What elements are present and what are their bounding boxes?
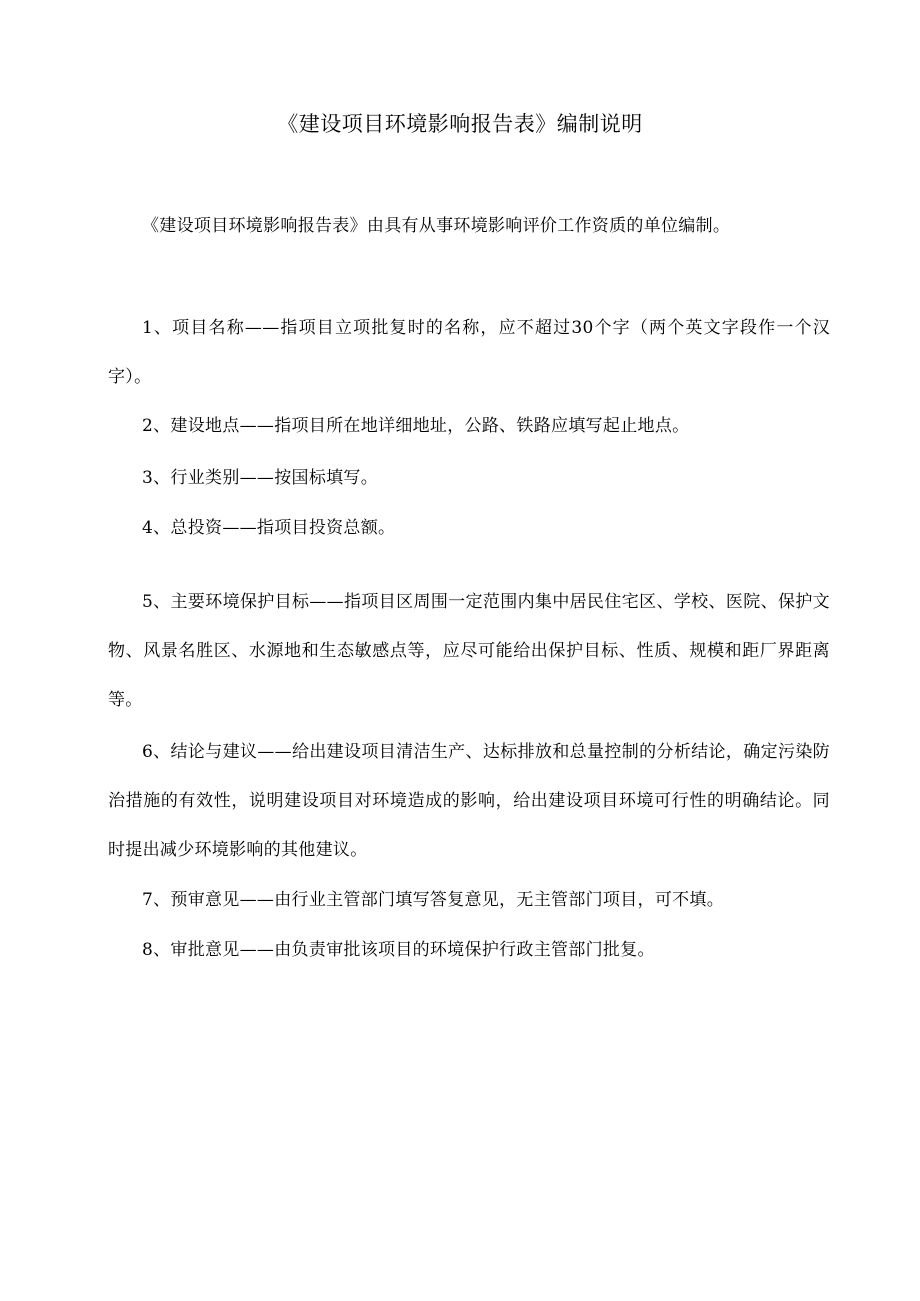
item-industry-category: 3、行业类别——按国标填写。	[142, 468, 379, 488]
item-protection-targets: 5、主要环境保护目标——指项目区周围一定范围内集中居民住宅区、学校、医院、保护文物、风景名胜区、水源地和生态敏感点等，应尽可能给出保护目标、性质、规模和距厂界距离等。	[108, 592, 830, 710]
item-approval: 8、审批意见——由负责审批该项目的环境保护行政主管部门批复。	[142, 940, 655, 960]
item-conclusions: 6、结论与建议——给出建设项目清洁生产、达标排放和总量控制的分析结论，确定污染防治措施的有效性，说明建设项目对环境造成的影响，给出建设项目环境可行性的明确结论。同时提出减少环境影响的其他建议。	[108, 742, 830, 860]
document-title: 《建设项目环境影响报告表》编制说明	[277, 112, 643, 136]
item-construction-site: 2、建设地点——指项目所在地详细地址，公路、铁路应填写起止地点。	[142, 416, 690, 436]
intro-paragraph: 《建设项目环境影响报告表》由具有从事环境影响评价工作资质的单位编制。	[142, 216, 731, 236]
item-pre-review: 7、预审意见——由行业主管部门填写答复意见，无主管部门项目，可不填。	[142, 890, 725, 910]
item-total-investment: 4、总投资——指项目投资总额。	[142, 518, 396, 538]
item-project-name: 1、项目名称——指项目立项批复时的名称，应不超过30个字（两个英文字段作一个汉字）。	[108, 318, 830, 387]
